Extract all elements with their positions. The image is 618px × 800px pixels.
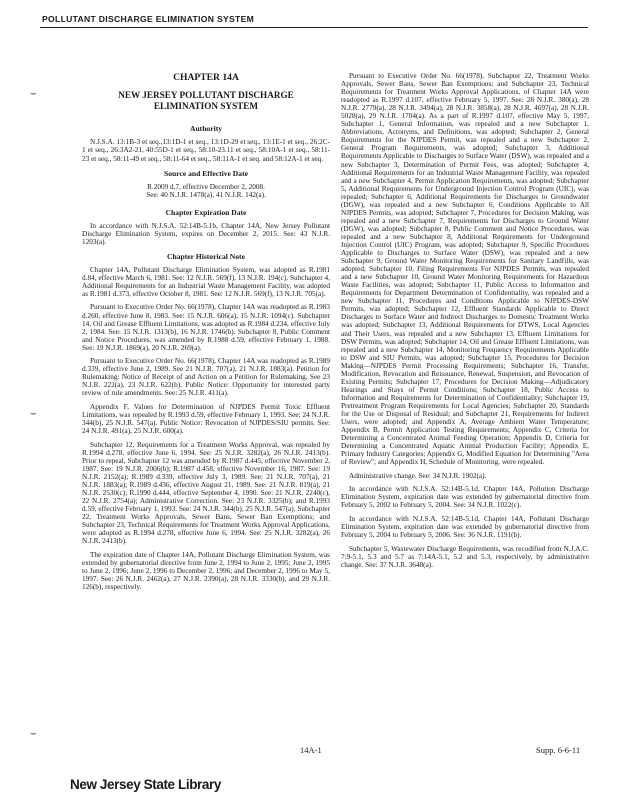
history-paragraph: Administrative change. See: 34 N.J.R. 1902(a). xyxy=(349,471,487,480)
history-paragraph: Chapter 14A, Pollutant Discharge Elimination System, was adopted as R.1981 d.84, effective March 6, 1981. See: 12 N.J.R. 569(f), 13 N.J.R. 194(c). Subchapter 4, Additional Requirements for an Industrial Waste Management Facility, was adopted as R.1981 d.373, effective October 8, 1981. See: 12 N.J.R. 569(f), 13 N.J.R. 705(a). xyxy=(82,265,330,298)
left-column xyxy=(82,72,330,597)
history-heading: Chapter Historical Note xyxy=(167,251,245,261)
history-paragraph: In accordance with N.J.S.A. 52:14B-5.1d, Chapter 14A, Pollution Discharge Elimination System, expiration date was extended by gubernatorial directive from February 5, 2002 to February 5, 2004. See: 34 N.J.R. 1022(c). xyxy=(341,485,589,510)
expiration-text: In accordance with N.J.S.A. 52:14B-5.1b, Chapter 14A, New Jersey Pollutant Discharge Elimination System, expires on December 2, 2015. See: 43 N.J.R. 1203(a). xyxy=(82,221,330,246)
expiration-heading: Chapter Expiration Date xyxy=(165,207,247,217)
margin-tick-mark: ⌣ xyxy=(30,728,37,739)
authority-heading: Authority xyxy=(189,124,223,134)
history-paragraph: Subchapter 12, Requirements for a Treatment Works Approval, was repealed by R.1994 d.278, effective June 6, 1994. See: 25 N.J.R. 3282(a), 26 N.J.R. 2413(b). Prior to repeal, Subchapter 12 was amended by R.1987 d.445, effective November 2, 1987. See: 19 N.J.R. 2006(b); R.1987 d.458, effective November 16, 1987. See: 19 N.J.R. 2152(a); R.1989 d.339, effective July 3, 1989. See: 21 N.J.R. 707(a), 21 N.J.R. 1883(a); R.1989 d.436, effective August 21, 1989. See: 21 N.J.R. 819(a), 21 N.J.R. 2530(c); R.1990 d.444, effective September 4, 1990. See: 21 N.J.R. 2240(c), 22 N.J.R. 2754(a); Administrative Correction. See: 23 N.J.R. 3325(b); and R.1993 d.59, effective February 1, 1993. See: 24 N.J.R. 344(b), 25 N.J.R. 547(a). Subchapter 22, Treatment Works Approvals, Sewer Bans, Sewer Ban Exemptions; and Subchapter 23, Technical Requirements for Treatment Works Approval Applications, were adopted as R.1994 d.278, effective June 6, 1994. See: 25 N.J.R. 3282(a), 26 N.J.R. 2413(b). xyxy=(82,440,330,546)
source-heading: Source and Effective Date xyxy=(163,168,248,178)
source-line-2: See: 40 N.J.R. 1478(a), 41 N.J.R. 142(a). xyxy=(146,190,266,199)
chapter-title xyxy=(82,90,330,112)
history-paragraph: Appendix F, Values for Determination of NJPDES Permit Toxic Effluent Limitations, was repealed by R.1993 d.59, effective February 1, 1993. See: 24 N.J.R. 344(b), 25 N.J.R. 547(a). Public Notice: Revocation of NJPDES/SIU permits. See: 24 N.J.R. 491(a), 25 N.J.R. 600(a). xyxy=(82,402,330,436)
margin-tick-mark: ⌣ xyxy=(30,408,37,419)
history-paragraph: Pursuant to Executive Order No. 66(1978), Chapter 14A was readopted as R.1983 d.260, effective June 8, 1983. See: 15 N.J.R. 606(a), 15 N.J.R. 1094(c). Subchapter 14, Oil and Grease Effluent Limitations, was adopted as R.1984 d.234, effective July 2, 1984. See: 15 N.J.R. 1313(b), 16 N.J.R. 1746(b). Subchapter 8, Public Comment and Notice Procedures, was amended by R.1988 d.59, effective February 1, 1988. See: 19 N.J.R. 1869(a), 20 N.J.R. 269(a). xyxy=(82,303,330,352)
history-paragraph: In accordance with N.J.S.A. 52:14B-5.1d, Chapter 14A, Pollutant Discharge Elimination System, expiration date was extended by gubernatorial directive from February 5, 2004 to February 5, 2006. See: 36 N.J.R. 1191(b). xyxy=(341,514,589,540)
history-paragraph: The expiration date of Chapter 14A, Pollutant Discharge Elimination System, was extended by gubernatorial directive from June 2, 1994 to June 2, 1995; June 2, 1995 to June 2, 1996; June 2, 1996 to December 2, 1996; and December 2, 1996 to May 5, 1997. See: 26 N.J.R. 2462(a), 27 N.J.R. 2390(a), 28 N.J.R. 3330(b), and 29 N.J.R. 126(b), respectively. xyxy=(82,550,330,591)
chapter-title-line-1: NEW JERSEY POLLUTANT DISCHARGE xyxy=(118,90,294,100)
chapter-number: CHAPTER 14A xyxy=(173,72,239,83)
header-rule xyxy=(40,27,588,28)
right-column xyxy=(341,72,589,574)
page-number: 14A-1 xyxy=(300,745,322,755)
margin-tick-mark: ⌣ xyxy=(30,88,37,99)
running-head: POLLUTANT DISCHARGE ELIMINATION SYSTEM xyxy=(42,14,255,24)
history-paragraph: Subchapter 5, Wastewater Discharge Requirements, was recodified from N.J.A.C. 7:9-5.1, 5.3 and 5.7 as 7:14A-5.1, 5.2 and 5.3, respectively, by administrative change. See: 37 N.J.R. 3648(a). xyxy=(341,544,589,569)
authority-text: N.J.S.A. 13:1B-3 et seq.,13:1D-1 et seq., 13:1D-29 et seq., 13:1E-1 et seq., 26:2C-1 et seq., 26:3A2-21, 40:55D-1 et seq., 58:10-23.11 et seq., 58:10A-1 et seq., 58:11-23 et seq., 58:11-49 et seq., 58:11-64 et seq., 58:11A-1 et seq. and 58:12A-1 et seq. xyxy=(82,138,330,163)
supplement-date: Supp. 6-6-11 xyxy=(536,745,581,755)
source-line xyxy=(82,183,330,199)
chapter-title-line-2: ELIMINATION SYSTEM xyxy=(153,101,259,112)
source-line-1: R.2009 d.7, effective December 2, 2008. xyxy=(147,182,265,191)
history-paragraph: Pursuant to Executive Order No. 66(1978), Subchapter 22, Treatment Works Approvals, Sewer Bans, Sewer Ban Exemptions; and Subchapter 23, Technical Requirements for Treatment Works Approval Applications, of Chapter 14A were readopted as R.1997 d.107, effective February 5, 1997. See: 28 N.J.R. 380(a), 28 N.J.R. 2779(a), 28 N.J.R. 3494(a), 28 N.J.R. 3858(a), 28 N.J.R. 4697(a), 28 N.J.R. 5028(a), 29 N.J.R. 1704(a). As a part of R.1997 d.107, effective May 5, 1997, Subchapter 1, General Information, was repealed and a new Subchapter 1, Abbreviations, Acronyms, and Definitions, was adopted; Subchapter 2, General Requirements for the NJPDES Permit, was repealed and a new Subchapter 2, General Program Requirements, was adopted; Subchapter 3, Additional Requirements Applicable to Discharges to Surface Water (DSW), was repealed and a new Subchapter 3, Determination of Permit Fees, was adopted; Subchapter 4, Additional Requirements for an Industrial Waste Management Facility, was repealed and a new Subchapter 4, Permit Application Requirements, was adopted; Subchapter 5, Additional Requirements for Underground Injection Control Program (UIC), was repealed; Subchapter 6, Additional Requirements for Discharges to Groundwater (DGW), was repealed and a new Subchapter 6, Conditions Applicable to All NJPDES Permits, was adopted; Subchapter 7, Procedures for Decision Making, was repealed and a new Subchapter 7, Requirements for Discharges to Ground Water (DGW), was adopted; Subchapter 8, Public Comment and Notice Procedures, was repealed and a new Subchapter 8, Additional Requirements for Underground Injection Control (UIC) Program, was adopted; Subchapter 9, Specific Procedures Applicable to Discharges to Surface Water (DSW), was repealed and a new Subchapter 9, Ground Water Monitoring Requirements for Sanitary Landfills, was adopted; Subchapter 10, Filing Requirements For NJPDES Permits, was repealed and a new Subchapter 10, Ground Water Monitoring Requirements for Hazardous Waste Facilities, was adopted; Subchapter 11, Public Access to Information and Requirements for Department Determination of Confidentiality, was repealed and a new Subchapter 11, Procedures and Conditions Applicable to NJPDES-DSW Permits, was adopted; Subchapter 12, Effluent Standards Applicable to Direct Discharges to Surface Water and Indirect Discharges to Domestic Treatment Works was adopted; Subchapter 13, Additional Requirements for DTWS, Local Agencies and Their Users, was repealed and a new Subchapter 13, Effluent Limitations for DSW Permits, was adopted; Subchapter 14, Oil and Grease Effluent Limitations, was repealed and a new Subchapter 14, Monitoring Frequency Requirements Applicable to DSW and SIU Permits, was adopted; Subchapter 15, Procedures for Decision Making—NJPDES Permit Processing Requirements; Subchapter 16, Transfer, Modification, Revocation and Reissuance, Renewal, Suspension, and Revocation of Existing Permits; Subchapter 17, Procedures for Decision Making—Adjudicatory Hearings and Stays of Permit Conditions; Subchapter 18, Public Access to Information and Requirements for Determination of Confidentiality; Subchapter 19, Pretreatment Program Requirements for Local Agencies; Subchapter 20, Standards for the Use or Disposal of Residual; and Subchapter 21, Requirements for Indirect Users, were adopted; and Appendix A, Average Ambient Water Temperature; Appendix B, Permit Application Testing Requirements; Appendix C, Criteria for Determining a Concentrated Animal Feeding Operation; Appendix D, Criteria for Determining a Concentrated Aquatic Animal Production Facility; Appendix E, Primary Industry Categories; Appendix G, Modified Equation for Determining "Area of Review"; and Appendix H, Schedule of Monitoring, were repealed. xyxy=(341,72,589,467)
library-stamp: New Jersey State Library xyxy=(70,777,221,792)
history-paragraph: Pursuant to Executive Order No. 66(1978), Chapter 14A was readopted as R.1989 d.339, effective June 2, 1989. See 21 N.J.R. 707(a), 21 N.J.R. 1883(a). Petition for Rulemaking: Notice of Receipt of and Action on a Petition for Rulemaking. See 23 N.J.R. 222(a), 23 N.J.R. 622(b). Public Notice: Opportunity for interested party review of rule amendments. See: 25 N.J.R. 411(a). xyxy=(82,357,330,398)
